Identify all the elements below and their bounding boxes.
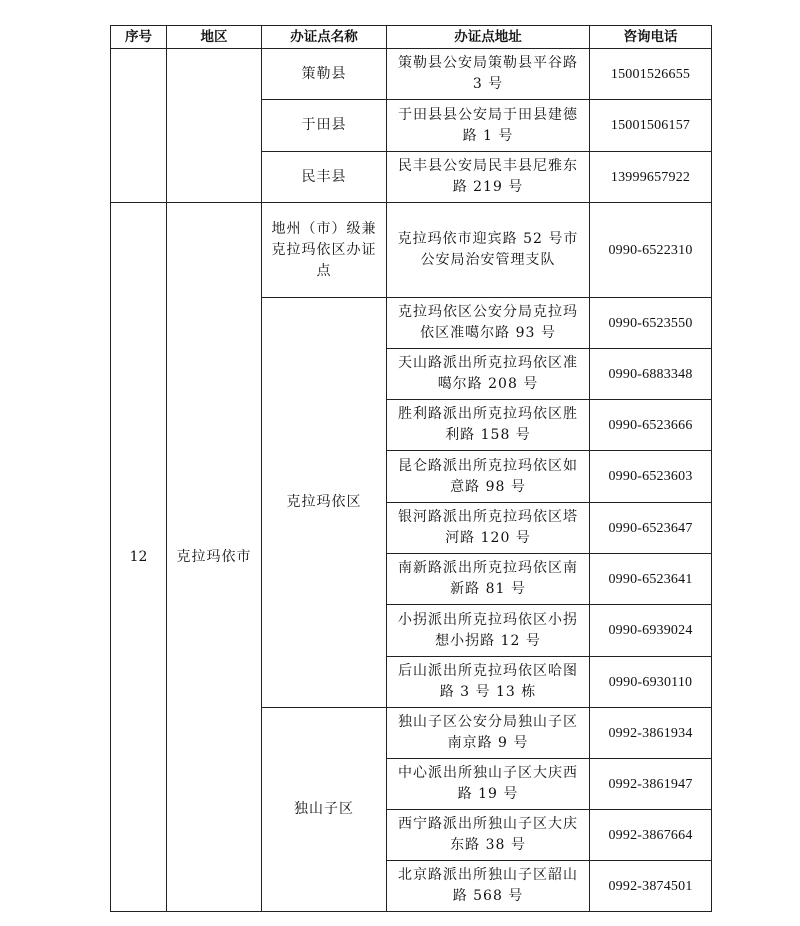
phone-cell: 15001506157 [590, 100, 712, 152]
phone-cell: 15001526655 [590, 49, 712, 100]
office-address-cell: 策勒县公安局策勒县平谷路 3 号 [387, 49, 590, 100]
phone-cell: 0990-6930110 [590, 657, 712, 708]
header-region: 地区 [167, 26, 262, 49]
office-address-cell: 独山子区公安分局独山子区南京路 9 号 [387, 708, 590, 759]
table-row [111, 203, 712, 298]
phone-cell: 0990-6939024 [590, 605, 712, 657]
phone-cell: 0990-6523603 [590, 451, 712, 503]
table-row [111, 49, 712, 100]
region-cell-empty [167, 49, 262, 203]
office-address-cell: 克拉玛依区公安分局克拉玛依区准噶尔路 93 号 [387, 298, 590, 349]
seq-cell-empty [111, 49, 167, 203]
phone-cell: 0990-6522310 [590, 203, 712, 298]
phone-cell: 0990-6523550 [590, 298, 712, 349]
office-address-cell: 北京路派出所独山子区韶山路 568 号 [387, 861, 590, 912]
seq-cell: 12 [111, 203, 167, 912]
office-address-cell: 南新路派出所克拉玛依区南新路 81 号 [387, 554, 590, 605]
office-name-cell: 地州（市）级兼克拉玛依区办证点 [262, 203, 387, 298]
office-address-cell: 后山派出所克拉玛依区哈图路 3 号 13 栋 [387, 657, 590, 708]
phone-cell: 13999657922 [590, 152, 712, 203]
header-office-name: 办证点名称 [262, 26, 387, 49]
phone-cell: 0990-6523647 [590, 503, 712, 554]
phone-cell: 0990-6883348 [590, 349, 712, 400]
office-address-cell: 胜利路派出所克拉玛依区胜利路 158 号 [387, 400, 590, 451]
office-table [110, 25, 712, 912]
office-address-cell: 小拐派出所克拉玛依区小拐想小拐路 12 号 [387, 605, 590, 657]
header-seq: 序号 [111, 26, 167, 49]
district-name-cell: 克拉玛依区 [262, 298, 387, 708]
office-name-cell: 策勒县 [262, 49, 387, 100]
phone-cell: 0992-3861934 [590, 708, 712, 759]
phone-cell: 0992-3861947 [590, 759, 712, 810]
header-row [111, 26, 712, 49]
office-address-cell: 民丰县公安局民丰县尼雅东路 219 号 [387, 152, 590, 203]
phone-cell: 0992-3867664 [590, 810, 712, 861]
office-address-cell: 天山路派出所克拉玛依区准噶尔路 208 号 [387, 349, 590, 400]
header-office-address: 办证点地址 [387, 26, 590, 49]
phone-cell: 0992-3874501 [590, 861, 712, 912]
office-address-cell: 中心派出所独山子区大庆西路 19 号 [387, 759, 590, 810]
region-cell: 克拉玛依市 [167, 203, 262, 912]
header-phone: 咨询电话 [590, 26, 712, 49]
office-address-cell: 银河路派出所克拉玛依区塔河路 120 号 [387, 503, 590, 554]
phone-cell: 0990-6523641 [590, 554, 712, 605]
district-name-cell: 独山子区 [262, 708, 387, 912]
office-name-cell: 于田县 [262, 100, 387, 152]
office-address-cell: 于田县县公安局于田县建德路 1 号 [387, 100, 590, 152]
office-address-cell: 昆仑路派出所克拉玛依区如意路 98 号 [387, 451, 590, 503]
office-address-cell: 克拉玛依市迎宾路 52 号市公安局治安管理支队 [387, 203, 590, 298]
office-name-cell: 民丰县 [262, 152, 387, 203]
phone-cell: 0990-6523666 [590, 400, 712, 451]
office-address-cell: 西宁路派出所独山子区大庆东路 38 号 [387, 810, 590, 861]
